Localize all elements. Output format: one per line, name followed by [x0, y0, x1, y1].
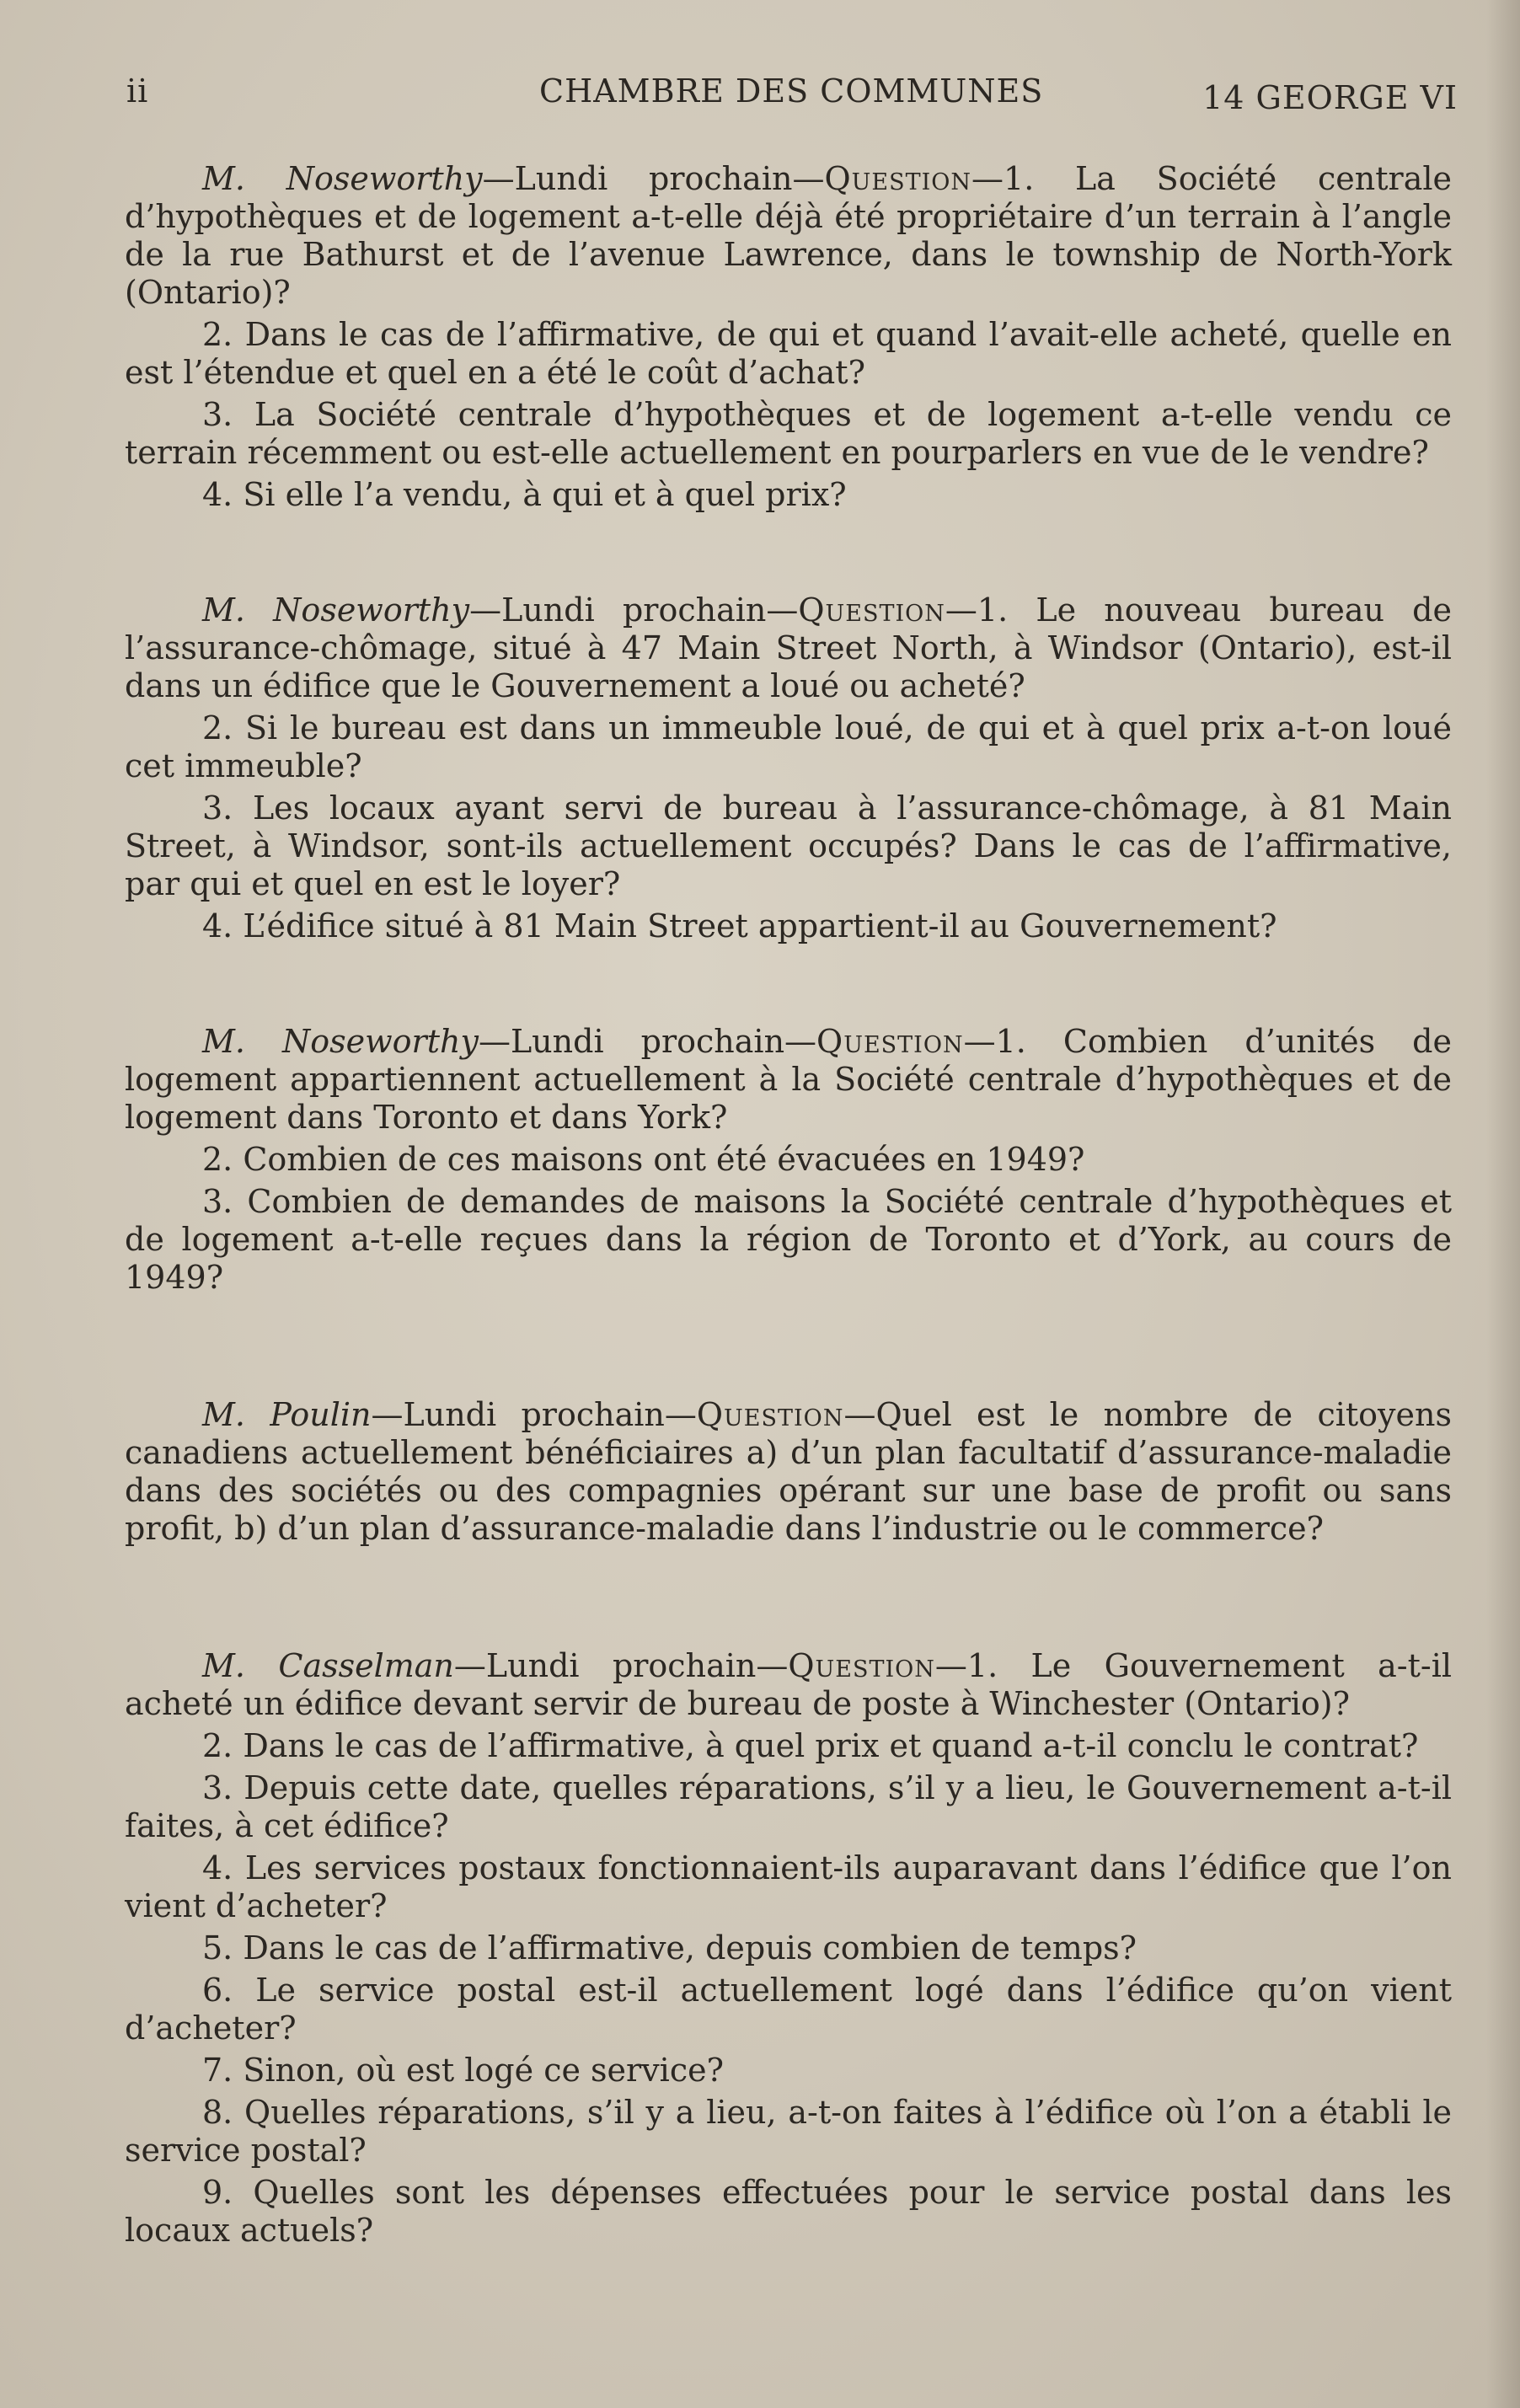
page-number: ii	[126, 72, 149, 110]
question-block	[125, 1023, 1452, 1297]
page-fold-shadow	[1486, 0, 1520, 2408]
question-text: —Quel est le nombre de citoyens canadiens actuellement bénéficiaires a) d’un plan facultatif d’assurance-maladie dans des sociétés ou des compagnies opérant sur une base de profit ou sans profit, b) d’un plan d’assurance-maladie dans l’industrie ou le commerce?	[125, 1396, 1452, 1547]
question-paragraph: 2. Dans le cas de l’affirmative, à quel prix et quand a-t-il conclu le contrat?	[202, 1727, 1419, 1764]
question-label: Question	[798, 591, 945, 629]
question-label: Question	[824, 160, 972, 197]
question-timing: —Lundi prochain—	[482, 160, 825, 197]
question-timing: —Lundi prochain—	[478, 1023, 817, 1060]
question-text: —1. Le nouveau bureau de l’assurance-chômage, situé à 47 Main Street North, à Windsor (Ontario), est-il dans un édifice que le Gouvernement a loué ou acheté?	[125, 591, 1452, 704]
question-paragraph	[125, 160, 1452, 312]
member-name: M. Noseworthy	[202, 160, 483, 197]
question-paragraph: 3. Depuis cette date, quelles réparations, s’il y a lieu, le Gouvernement a-t-il faites, à cet édifice?	[125, 1769, 1452, 1844]
question-paragraph	[125, 1023, 1452, 1137]
question-text: —1. Le Gouvernement a-t-il acheté un édifice devant servir de bureau de poste à Winchester (Ontario)?	[125, 1647, 1452, 1722]
question-paragraph: 4. Les services postaux fonctionnaient-ils auparavant dans l’édifice que l’on vient d’acheter?	[125, 1849, 1452, 1924]
question-paragraph: 6. Le service postal est-il actuellement logé dans l’édifice qu’on vient d’acheter?	[125, 1972, 1452, 2047]
question-paragraph	[125, 1647, 1452, 1723]
question-block	[125, 591, 1452, 945]
regnal-year: 14 GEORGE VI	[1202, 79, 1458, 116]
question-text: —1. La Société centrale d’hypothèques et de logement a-t-elle déjà été propriétaire d’un terrain à l’angle de la rue Bathurst et de l’avenue Lawrence, dans le township de North-York (Ontario)?	[125, 160, 1452, 311]
question-paragraph: 4. L’édifice situé à 81 Main Street appartient-il au Gouvernement?	[202, 907, 1277, 944]
member-name: M. Poulin	[202, 1396, 372, 1433]
question-paragraph: 3. Combien de demandes de maisons la Société centrale d’hypothèques et de logement a-t-elle reçues dans la région de Toronto et d’York, au cours de 1949?	[125, 1183, 1452, 1296]
question-label: Question	[816, 1023, 964, 1060]
page-header	[126, 66, 1458, 116]
question-timing: —Lundi prochain—	[371, 1396, 697, 1433]
question-timing: —Lundi prochain—	[469, 591, 799, 629]
question-paragraph	[125, 591, 1452, 705]
question-paragraph: 2. Si le bureau est dans un immeuble loué, de qui et à quel prix a-t-on loué cet immeuble?	[125, 709, 1452, 784]
question-paragraph: 3. La Société centrale d’hypothèques et de logement a-t-elle vendu ce terrain récemment ou est-elle actuellement en pourparlers en vue de le vendre?	[125, 396, 1452, 471]
question-paragraph: 8. Quelles réparations, s’il y a lieu, a-t-on faites à l’édifice où l’on a établi le service postal?	[125, 2094, 1452, 2169]
question-label: Question	[788, 1647, 935, 1684]
question-label: Question	[696, 1396, 844, 1433]
question-paragraph: 7. Sinon, où est logé ce service?	[202, 2052, 724, 2089]
question-block	[125, 1396, 1452, 1548]
question-paragraph: 4. Si elle l’a vendu, à qui et à quel prix?	[202, 476, 847, 513]
question-paragraph	[125, 1396, 1452, 1548]
member-name: M. Casselman	[202, 1647, 454, 1684]
running-title: CHAMBRE DES COMMUNES	[539, 72, 1044, 110]
question-paragraph: 9. Quelles sont les dépenses effectuées pour le service postal dans les locaux actuels?	[125, 2174, 1452, 2249]
question-block	[125, 1647, 1452, 2250]
question-text: —1. Combien d’unités de logement appartiennent actuellement à la Société centrale d’hypothèques et de logement dans Toronto et dans York?	[125, 1023, 1452, 1136]
member-name: M. Noseworthy	[202, 591, 470, 629]
question-paragraph: 5. Dans le cas de l’affirmative, depuis combien de temps?	[202, 1929, 1137, 1967]
question-block	[125, 160, 1452, 514]
question-paragraph: 2. Combien de ces maisons ont été évacuées en 1949?	[202, 1141, 1085, 1178]
member-name: M. Noseworthy	[202, 1023, 479, 1060]
question-paragraph: 2. Dans le cas de l’affirmative, de qui et quand l’avait-elle acheté, quelle en est l’étendue et quel en a été le coût d’achat?	[125, 316, 1452, 391]
questions-body	[125, 160, 1452, 2254]
question-timing: —Lundi prochain—	[453, 1647, 789, 1684]
question-paragraph: 3. Les locaux ayant servi de bureau à l’assurance-chômage, à 81 Main Street, à Windsor, sont-ils actuellement occupés? Dans le cas de l’affirmative, par qui et quel en est le loyer?	[125, 789, 1452, 902]
